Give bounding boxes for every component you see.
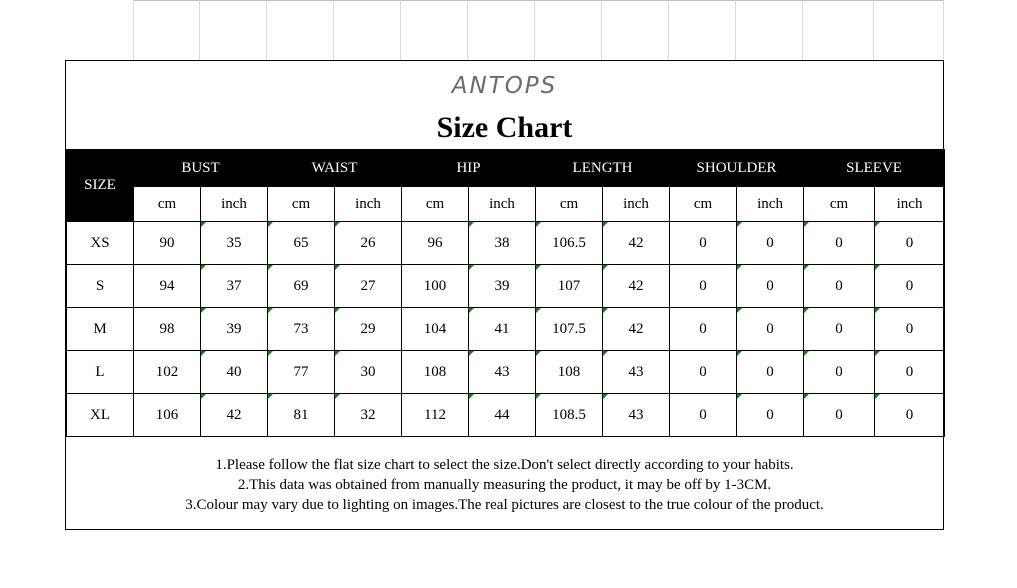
- table-cell: 107: [536, 265, 603, 308]
- unit-header: cm: [536, 187, 603, 222]
- table-cell: 0: [670, 308, 737, 351]
- table-row-xs: [67, 222, 945, 265]
- table-cell: 106.5: [536, 222, 603, 265]
- table-cell: 43: [603, 351, 670, 394]
- table-cell: 0: [670, 265, 737, 308]
- size-cell: XL: [67, 394, 134, 437]
- table-cell: 0: [737, 351, 804, 394]
- unit-header: cm: [268, 187, 335, 222]
- table-cell: 42: [603, 222, 670, 265]
- table-cell: 104: [402, 308, 469, 351]
- table-cell: 43: [469, 351, 536, 394]
- table-cell: 42: [603, 265, 670, 308]
- unit-header: cm: [134, 187, 201, 222]
- table-cell: 0: [670, 351, 737, 394]
- table-cell: 0: [875, 394, 945, 437]
- table-cell: 41: [469, 308, 536, 351]
- table-cell: 107.5: [536, 308, 603, 351]
- size-cell: XS: [67, 222, 134, 265]
- table-row-l: [67, 351, 945, 394]
- column-header-hip: HIP: [402, 150, 536, 187]
- table-cell: 0: [737, 222, 804, 265]
- table-cell: 106: [134, 394, 201, 437]
- table-cell: 0: [737, 265, 804, 308]
- table-cell: 42: [201, 394, 268, 437]
- table-cell: 108.5: [536, 394, 603, 437]
- table-cell: 0: [804, 394, 875, 437]
- table-cell: 65: [268, 222, 335, 265]
- unit-header: cm: [670, 187, 737, 222]
- table-cell: 94: [134, 265, 201, 308]
- table-cell: 112: [402, 394, 469, 437]
- table-cell: 0: [875, 308, 945, 351]
- table-row-s: [67, 265, 945, 308]
- table-cell: 96: [402, 222, 469, 265]
- table-cell: 27: [335, 265, 402, 308]
- page-title: Size Chart: [436, 111, 573, 144]
- size-notes: [66, 455, 943, 515]
- table-cell: 38: [469, 222, 536, 265]
- unit-header-row: [67, 187, 945, 222]
- table-cell: 29: [335, 308, 402, 351]
- table-cell: 73: [268, 308, 335, 351]
- table-cell: 0: [737, 308, 804, 351]
- table-cell: 35: [201, 222, 268, 265]
- table-cell: 0: [804, 308, 875, 351]
- size-cell: M: [67, 308, 134, 351]
- size-cell: L: [67, 351, 134, 394]
- unit-header: inch: [603, 187, 670, 222]
- measurement-header-row: [67, 150, 945, 187]
- table-cell: 39: [469, 265, 536, 308]
- note-line: 3.Colour may vary due to lighting on images.The real pictures are closest to the true colour of the product.: [185, 497, 824, 513]
- table-cell: 0: [875, 351, 945, 394]
- size-table: [66, 149, 945, 437]
- brand-logo: ANTOPS: [451, 73, 558, 99]
- table-cell: 43: [603, 394, 670, 437]
- table-cell: 100: [402, 265, 469, 308]
- table-cell: 108: [402, 351, 469, 394]
- table-cell: 0: [670, 222, 737, 265]
- table-cell: 32: [335, 394, 402, 437]
- table-cell: 69: [268, 265, 335, 308]
- column-header-length: LENGTH: [536, 150, 670, 187]
- table-cell: 26: [335, 222, 402, 265]
- table-cell: 44: [469, 394, 536, 437]
- table-cell: 90: [134, 222, 201, 265]
- table-row-m: [67, 308, 945, 351]
- column-header-waist: WAIST: [268, 150, 402, 187]
- table-cell: 98: [134, 308, 201, 351]
- unit-header: inch: [875, 187, 945, 222]
- table-cell: 40: [201, 351, 268, 394]
- note-line: 2.This data was obtained from manually measuring the product, it may be off by 1-3CM.: [237, 477, 772, 493]
- size-chart-card: [65, 60, 944, 530]
- table-cell: 30: [335, 351, 402, 394]
- table-cell: 0: [737, 394, 804, 437]
- unit-header: cm: [804, 187, 875, 222]
- unit-header: cm: [402, 187, 469, 222]
- unit-header: inch: [469, 187, 536, 222]
- column-header-shoulder: SHOULDER: [670, 150, 804, 187]
- unit-header: inch: [335, 187, 402, 222]
- table-cell: 0: [875, 222, 945, 265]
- table-cell: 37: [201, 265, 268, 308]
- table-cell: 0: [875, 265, 945, 308]
- table-cell: 0: [804, 222, 875, 265]
- table-cell: 77: [268, 351, 335, 394]
- spreadsheet-gridlines: [0, 0, 1017, 60]
- table-cell: 42: [603, 308, 670, 351]
- table-cell: 102: [134, 351, 201, 394]
- table-cell: 81: [268, 394, 335, 437]
- size-column-header: SIZE: [67, 150, 134, 222]
- note-line: 1.Please follow the flat size chart to select the size.Don't select directly according to your habits.: [215, 457, 794, 473]
- table-row-xl: [67, 394, 945, 437]
- table-cell: 0: [804, 265, 875, 308]
- table-cell: 0: [670, 394, 737, 437]
- unit-header: inch: [201, 187, 268, 222]
- table-cell: 0: [804, 351, 875, 394]
- size-cell: S: [67, 265, 134, 308]
- table-cell: 39: [201, 308, 268, 351]
- column-header-sleeve: SLEEVE: [804, 150, 945, 187]
- unit-header: inch: [737, 187, 804, 222]
- column-header-bust: BUST: [134, 150, 268, 187]
- table-cell: 108: [536, 351, 603, 394]
